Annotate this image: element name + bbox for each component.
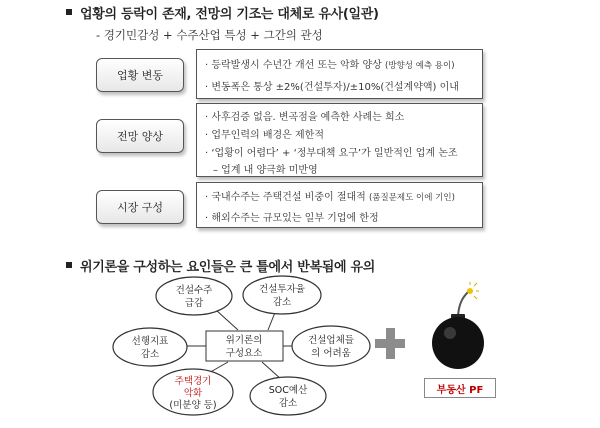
node-label-line-red: 악화: [183, 388, 203, 399]
factor-node: [292, 326, 370, 366]
row-line: · 등락발생시 수년간 개선 또는 악화 양상 (방향성 예측 용이): [205, 60, 455, 71]
node-label-line: 건설수주: [175, 285, 213, 296]
row-label-text: 업황 변동: [116, 69, 163, 82]
row-line: · 변동폭은 통상 ±2%(건설투자)/±10%(건설계약액) 이내: [205, 82, 459, 93]
node-label-line: 감소: [278, 398, 298, 409]
factor-node: [250, 377, 326, 415]
bomb-label: 부동산 PF: [436, 384, 484, 396]
node-label-line: SOC예산: [268, 385, 308, 396]
section1-heading: 업황의 등락이 존재, 전망의 기조는 대체로 유사(일관): [80, 7, 379, 22]
factor-node: [113, 328, 187, 366]
plus-icon: [375, 328, 405, 359]
node-label-line: 건설투자율: [259, 284, 305, 295]
row-line: · 사후검증 없음. 변곡점을 예측한 사례는 희소: [205, 112, 405, 123]
center-label-line: 위기론의: [225, 335, 263, 346]
bomb-label-box: [424, 378, 496, 398]
row-label-text: 시장 구성: [116, 201, 163, 214]
node-label-line: 감소: [272, 297, 292, 308]
factor-node: [243, 276, 321, 314]
node-label-line: (미분양 등): [169, 400, 217, 411]
section2-heading: 위기론을 구성하는 요인들은 큰 틀에서 반복됨에 유의: [80, 260, 376, 275]
row-line: · ‘업황이 어렵다’ + ‘정부대책 요구’가 일반적인 업계 논조: [205, 148, 458, 159]
section1-subline: - 경기민감성 + 수주산업 특성 + 그간의 관성: [96, 28, 323, 42]
bomb-icon: [432, 282, 484, 369]
factor-node: [156, 277, 232, 315]
node-label-line: 선행지표: [131, 336, 169, 347]
row-line: · 업무인력의 배경은 제한적: [205, 130, 324, 141]
center-label-line: 구성요소: [225, 348, 263, 359]
node-label-line: 건설업체들: [308, 335, 354, 346]
row-label-text: 전망 양상: [116, 130, 163, 143]
node-label-line: 급감: [184, 298, 204, 309]
row-line: · 해외수주는 규모있는 일부 기업에 한정: [205, 213, 379, 224]
row-line: · 국내수주는 주택건설 비중이 절대적 (품질문제도 이에 기인): [205, 192, 455, 203]
node-label-line: 의 어려움: [311, 348, 351, 359]
node-label-line: 감소: [140, 349, 160, 360]
node-label-line-red: 주택경기: [174, 376, 212, 387]
row-line: – 업계 내 양극화 미반영: [213, 165, 318, 176]
